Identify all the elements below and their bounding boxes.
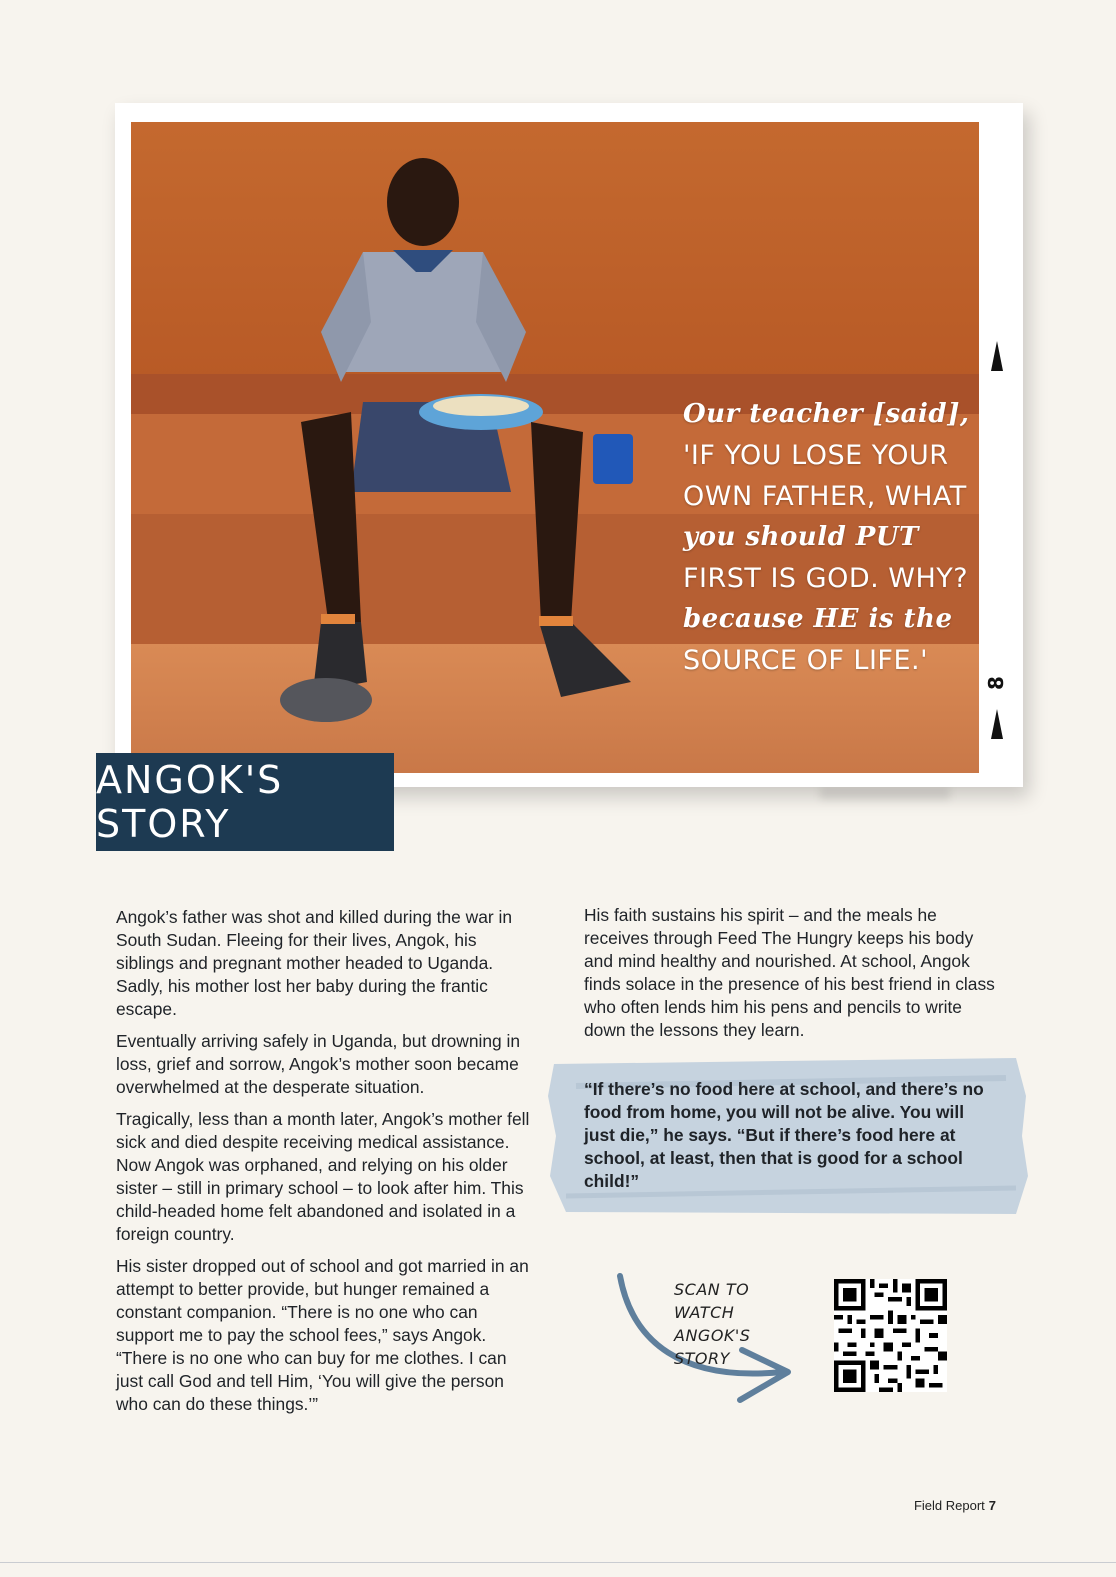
left-column xyxy=(116,906,538,1425)
story-title: ANGOK'S STORY xyxy=(96,758,284,846)
paragraph: His faith sustains his spirit – and the meals he receives through Feed The Hungry keeps his body and mind healthy and nourished. At school, Angok finds solace in the presence of his best friend in class who often lends him his pens and pencils to write down the lessons they learn. xyxy=(584,905,995,1040)
photo-frame xyxy=(115,103,1023,787)
page-footer xyxy=(914,1498,996,1513)
photo-quote xyxy=(683,394,970,681)
quote-line: 'IF YOU LOSE YOUR xyxy=(683,440,949,471)
footer-label: Field Report xyxy=(913,1498,985,1513)
scan-label-line: SCAN TO WATCH xyxy=(674,1280,750,1322)
scan-label-line: ANGOK'S STORY xyxy=(674,1326,751,1368)
story-photo xyxy=(131,122,979,773)
quote-line: FIRST IS GOD. WHY? xyxy=(683,563,969,594)
page-bottom-rule xyxy=(0,1562,1116,1563)
pull-quote-box xyxy=(546,1056,1030,1218)
paragraph: Tragically, less than a month later, Angok’s mother fell sick and died despite receiving medical assistance. Now Angok was orphaned, and relying on his older sister – still in primary school – to look after him. This child-headed home felt abandoned and isolated in a foreign country. xyxy=(116,1109,530,1244)
film-edge-marks xyxy=(979,103,1023,787)
paragraph: Angok’s father was shot and killed during the war in South Sudan. Fleeing for their lives, Angok, his siblings and pregnant mother headed to Uganda. Sadly, his mother lost her baby during the frantic escape. xyxy=(116,907,513,1019)
right-column xyxy=(584,904,1004,1051)
quote-line: you should PUT xyxy=(683,522,919,552)
quote-line: Our teacher [said], xyxy=(683,399,970,429)
qr-code[interactable] xyxy=(834,1279,947,1392)
film-marker-icon xyxy=(991,709,1003,739)
film-marker-icon xyxy=(991,341,1003,371)
page-number: 7 xyxy=(988,1498,996,1513)
photo-shadow xyxy=(820,786,950,800)
quote-line: because HE is the xyxy=(683,604,953,634)
story-title-tag xyxy=(96,753,394,851)
pull-quote-text: “If there’s no food here at school, and there’s no food from home, you will not be alive. You will just die,” he says. “But if there’s food here at school, at least, then that is good for a school child!” xyxy=(584,1079,984,1191)
scan-label xyxy=(674,1278,804,1370)
paragraph: Eventually arriving safely in Uganda, but drowning in loss, grief and sorrow, Angok’s mother soon became overwhelmed at the desperate situation. xyxy=(116,1031,521,1097)
quote-line: OWN FATHER, WHAT xyxy=(683,481,967,512)
film-frame-number: 8 xyxy=(983,676,1008,690)
paragraph: His sister dropped out of school and got married in an attempt to better provide, but hunger remained a constant companion. “There is no one who can support me to pay the school fees,” says Angok. “There is no one who can buy for me clothes. I can just call God and tell Him, ‘You will give the person who can do these things.’” xyxy=(116,1256,529,1414)
quote-line: SOURCE OF LIFE.' xyxy=(683,645,929,676)
